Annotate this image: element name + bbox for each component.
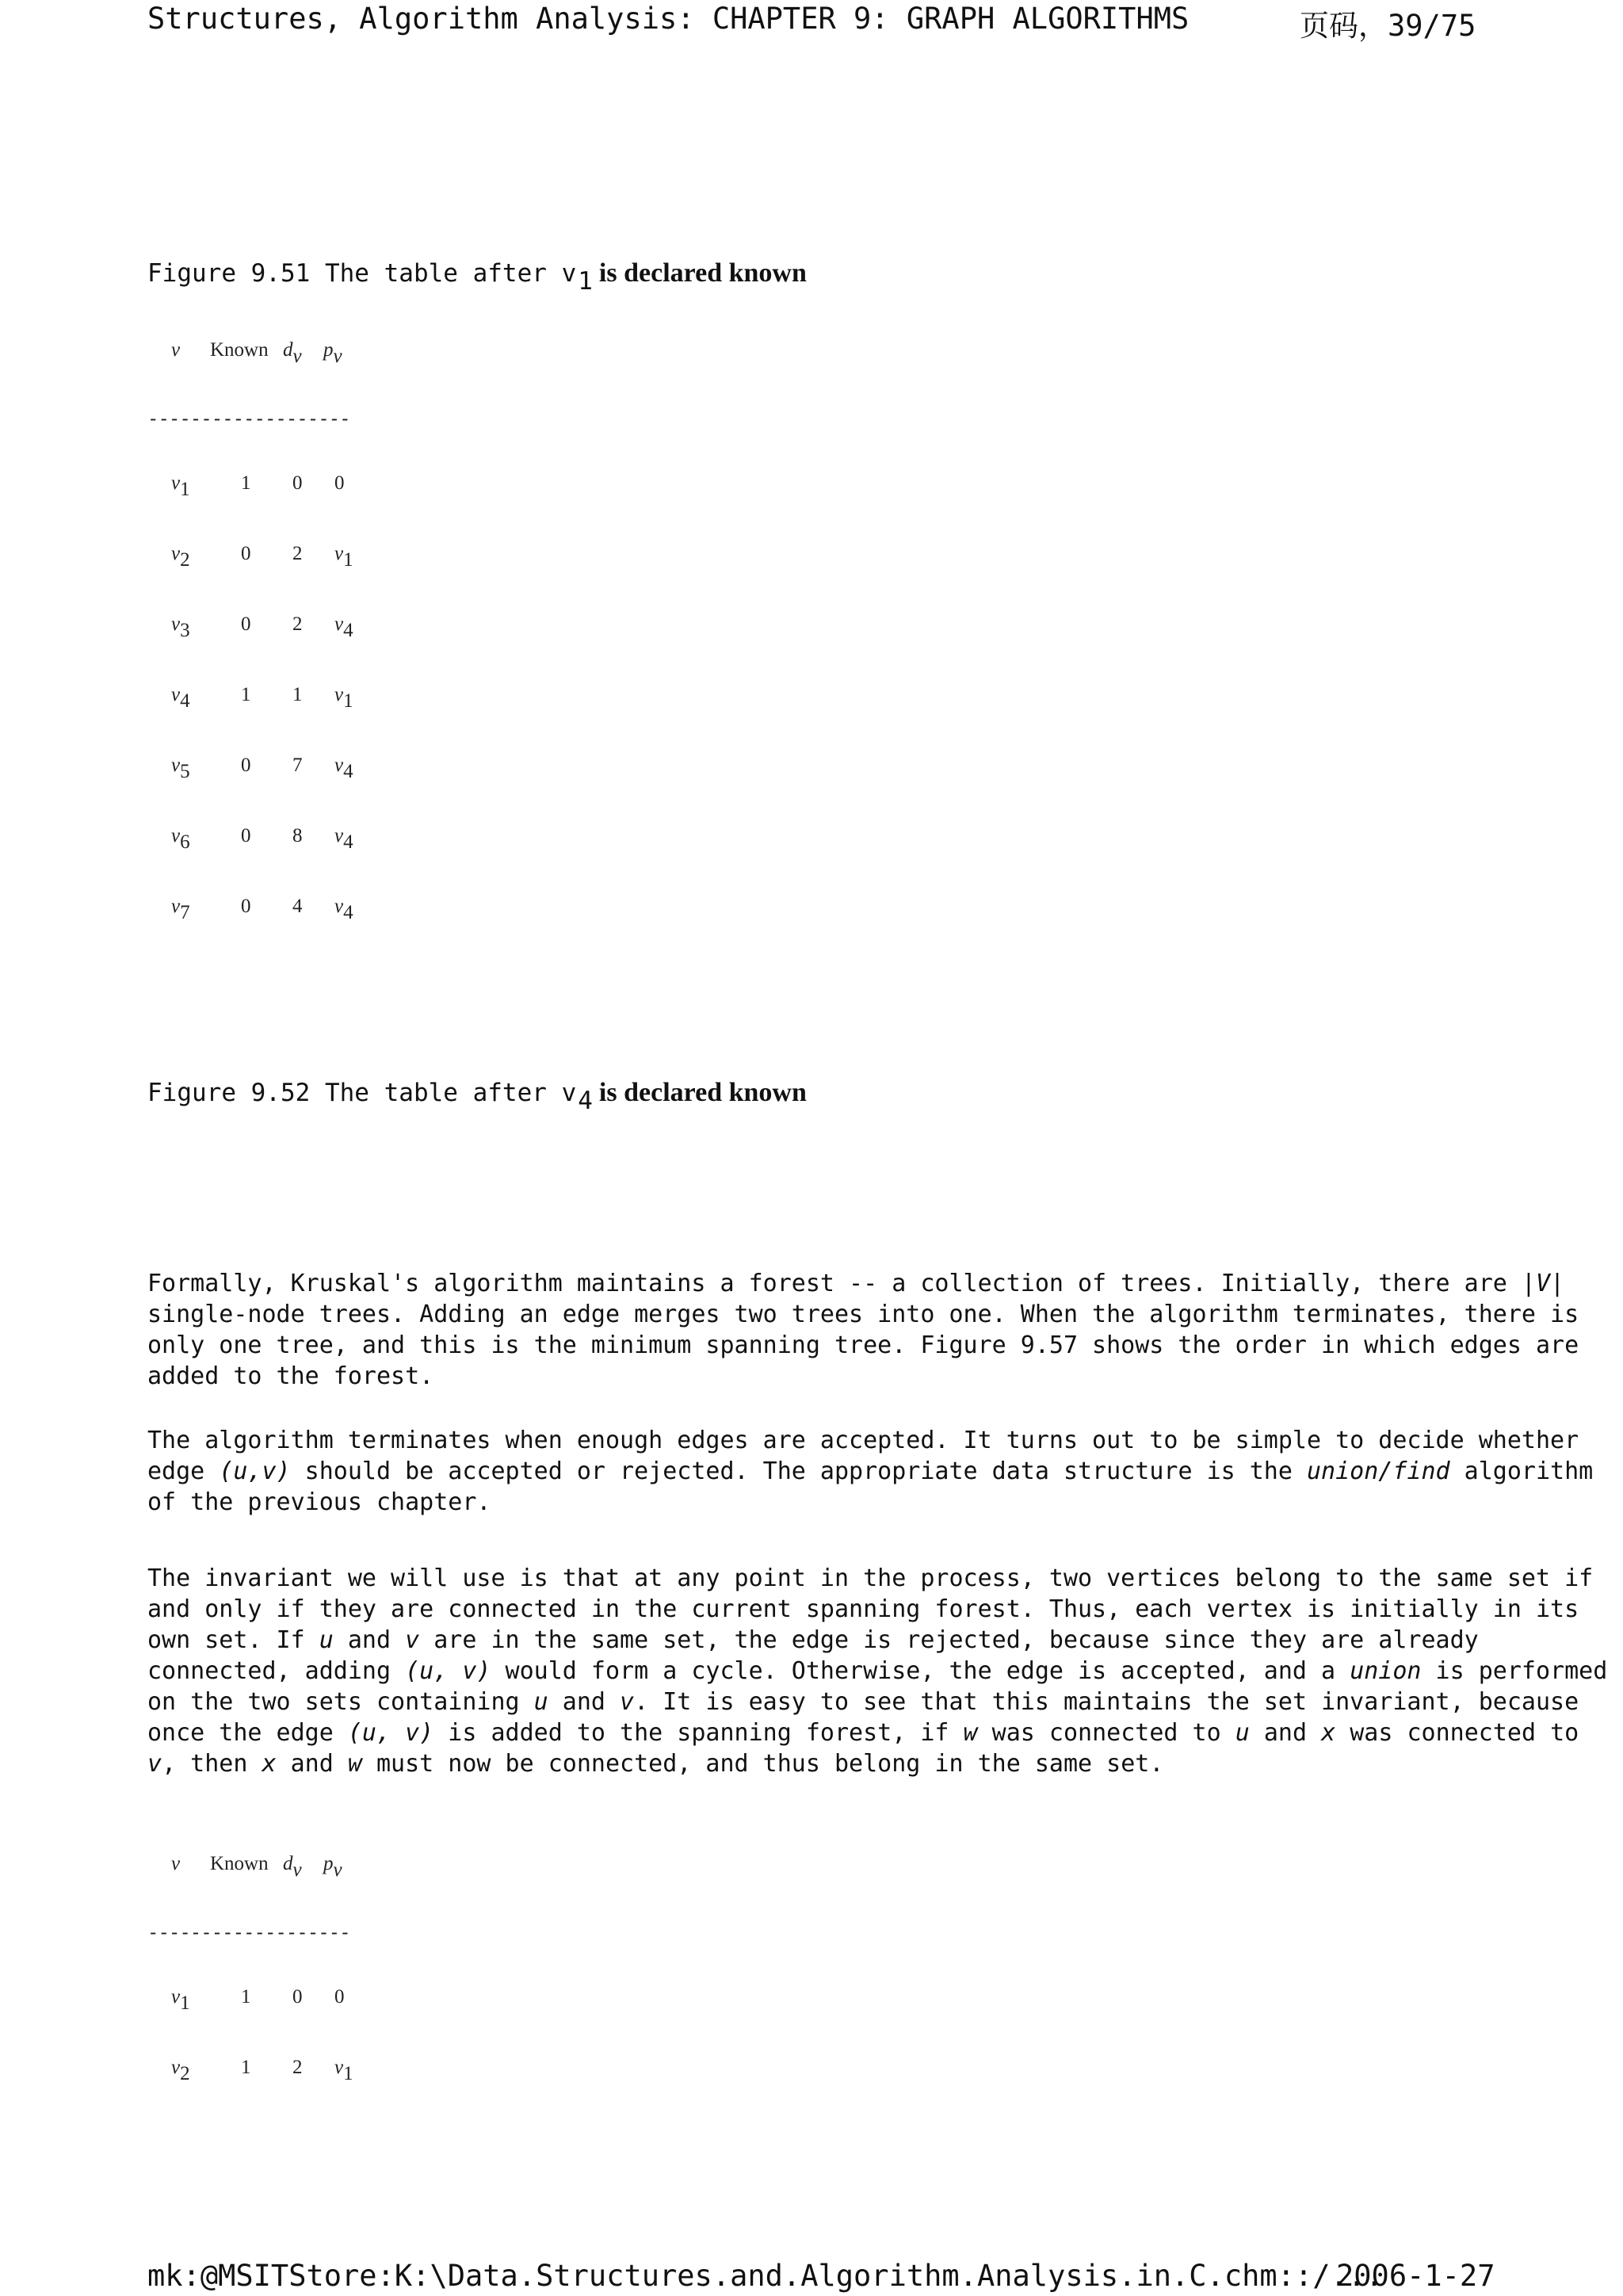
table-row	[0, 472, 475, 504]
cell-vertex: v5	[171, 755, 190, 782]
col-pv: pv	[323, 339, 342, 367]
cell-distance: 0	[292, 1986, 303, 2008]
cell-distance: 0	[292, 472, 303, 494]
footer-source-path: mk:@MSITStore:K:\Data.Structures.and.Algorithm.Analysis.in.C.chm::/...	[147, 2259, 1384, 2293]
cell-path: v4	[334, 755, 353, 782]
cell-path: v1	[334, 684, 353, 712]
caption-subscript: 1	[578, 267, 593, 296]
cell-vertex: v7	[171, 896, 190, 923]
cell-known: 0	[241, 896, 251, 917]
table-header	[0, 1853, 475, 1885]
col-v: v	[171, 339, 181, 361]
cell-known: 1	[241, 2057, 251, 2078]
cell-vertex: v4	[171, 684, 190, 712]
figure-caption-9-51	[147, 258, 807, 296]
caption-text: Figure 9.51 The table after v	[147, 259, 577, 288]
table-row	[0, 543, 475, 575]
cell-path: 0	[334, 472, 345, 494]
cell-known: 1	[241, 684, 251, 705]
cell-vertex: v1	[171, 472, 190, 500]
table-row	[0, 613, 475, 645]
cell-distance: 8	[292, 825, 303, 846]
cell-distance: 2	[292, 543, 303, 564]
cell-known: 0	[241, 613, 251, 635]
cell-distance: 1	[292, 684, 303, 705]
cell-path: v4	[334, 613, 353, 641]
table-header	[0, 339, 475, 371]
cell-path: 0	[334, 1986, 345, 2008]
col-known: Known	[210, 339, 269, 361]
caption-text: Figure 9.52 The table after v	[147, 1079, 577, 1107]
cell-path: v1	[334, 2057, 353, 2084]
paragraph-kruskal-forest: Formally, Kruskal's algorithm maintains a forest -- a collection of trees. Initially, there are |V| single-node trees. Adding an edge merges two trees into one. When the algorithm terminates, there is only one tree, and this is the minimum spanning tree. Figure 9.57 shows the order in which edges are added to the forest.	[147, 1270, 1579, 1390]
cell-vertex: v2	[171, 2057, 190, 2084]
paragraph-termination: The algorithm terminates when enough edges are accepted. It turns out to be simple to decide whether edge (u,v) should be accepted or rejected. The appropriate data structure is the union/find algorithm of the previous chapter.	[147, 1427, 1594, 1516]
caption-bold-text: is declared known	[598, 1078, 807, 1107]
caption-subscript: 4	[578, 1087, 593, 1115]
running-header-title: Structures, Algorithm Analysis: CHAPTER 9: GRAPH ALGORITHMS	[147, 2, 1190, 36]
cell-path: v4	[334, 896, 353, 923]
table-row	[0, 1986, 475, 2018]
cell-known: 0	[241, 755, 251, 776]
cell-distance: 4	[292, 896, 303, 917]
cell-vertex: v6	[171, 825, 190, 853]
table-rule: -------------------	[147, 1921, 350, 1943]
paragraph-invariant: The invariant we will use is that at any point in the process, two vertices belong to the same set if and only if they are connected in the current spanning forest. Thus, each vertex is initially in its own set. If u and v are in the same set, the edge is rejected, because since they are already connected, adding (u, v) would form a cycle. Otherwise, the edge is accepted, and a union is performed on the two sets containing u and v. It is easy to see that this maintains the set invariant, because once the edge (u, v) is added to the spanning forest, if w was connected to u and x was connected to v, then x and w must now be connected, and thus belong in the same set.	[147, 1564, 1608, 1778]
col-known: Known	[210, 1853, 269, 1874]
cell-path: v4	[334, 825, 353, 853]
footer-date: 2006-1-27	[1336, 2259, 1495, 2293]
page-number: 页码，39/75	[1300, 9, 1476, 43]
cell-known: 0	[241, 825, 251, 846]
cell-known: 0	[241, 543, 251, 564]
col-v: v	[171, 1853, 181, 1874]
table-rule: -------------------	[147, 407, 350, 430]
cell-distance: 7	[292, 755, 303, 776]
cell-vertex: v1	[171, 1986, 190, 2014]
cell-vertex: v2	[171, 543, 190, 571]
table-row	[0, 896, 475, 927]
caption-bold-text: is declared known	[598, 258, 807, 288]
cell-distance: 2	[292, 613, 303, 635]
table-row	[0, 825, 475, 857]
cell-known: 1	[241, 1986, 251, 2008]
cell-path: v1	[334, 543, 353, 571]
col-pv: pv	[323, 1853, 342, 1881]
col-dv: dv	[283, 1853, 302, 1881]
cell-known: 1	[241, 472, 251, 494]
cell-distance: 2	[292, 2057, 303, 2078]
figure-caption-9-52	[147, 1078, 807, 1115]
table-row	[0, 2057, 475, 2088]
table-row	[0, 684, 475, 716]
col-dv: dv	[283, 339, 302, 367]
cell-vertex: v3	[171, 613, 190, 641]
table-row	[0, 755, 475, 786]
